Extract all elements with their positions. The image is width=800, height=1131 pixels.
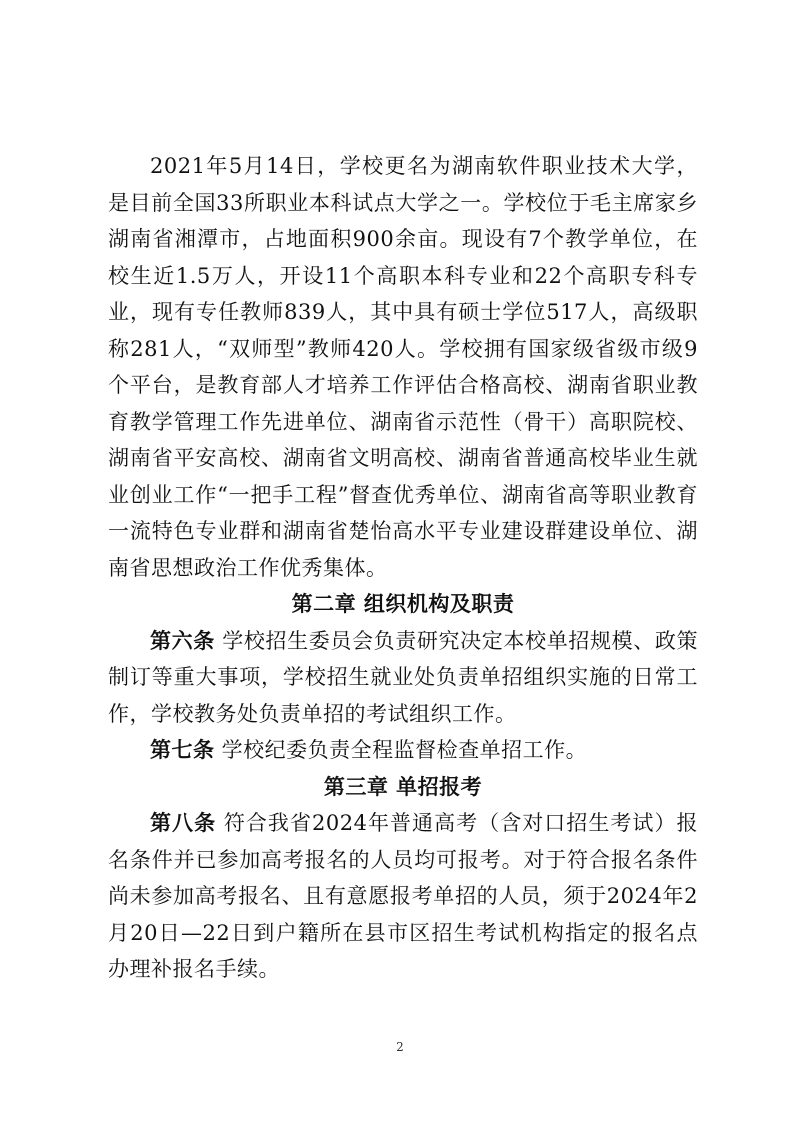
page-number: 2 <box>396 1040 404 1054</box>
article-8-paragraph <box>108 805 698 988</box>
chapter-2-heading: 第二章 组织机构及职责 <box>291 592 515 616</box>
article-7-paragraph <box>108 732 698 769</box>
article-6-label: 第六条 <box>150 628 215 653</box>
article-8-text: 符合我省2024年普通高考（含对口招生考试）报名条件并已参加高考报名的人员均可报考。对于符合报名条件尚未参加高考报名、且有意愿报考单招的人员，须于2024年2月20日—22日到户籍所在县市区招生考试机构指定的报名点办理补报名手续。 <box>108 811 699 981</box>
article-6-text: 学校招生委员会负责研究决定本校单招规模、政策制订等重大事项，学校招生就业处负责单招组织实施的日常工作，学校教务处负责单招的考试组织工作。 <box>108 628 698 726</box>
chapter-3-heading: 第三章 单招报考 <box>323 774 483 799</box>
article-7-label: 第七条 <box>150 738 215 762</box>
intro-paragraph: 2021年5月14日，学校更名为湖南软件职业技术大学，是目前全国33所职业本科试点大学之一。学校位于毛主席家乡湖南省湘潭市，占地面积900余亩。现设有7个教学单位，在校生近1.5万人，开设11个高职本科专业和22个高职专科专业，现有专任教师839人，其中具有硕士学位517人，高级职称281人，“双师型”教师420人。学校拥有国家级省级市级9个平台，是教育部人才培养工作评估合格高校、湖南省职业教育教学管理工作先进单位、湖南省示范性（骨干）高职院校、湖南省平安高校、湖南省文明高校、湖南省普通高校毕业生就业创业工作“一把手工程”督查优秀单位、湖南省高等职业教育一流特色专业群和湖南省楚怡高水平专业建设群建设单位、湖南省思想政治工作优秀集体。 <box>108 154 698 580</box>
document-body <box>108 148 698 988</box>
article-7-text: 学校纪委负责全程监督检查单招工作。 <box>214 738 588 762</box>
article-8-label: 第八条 <box>150 811 217 835</box>
article-6-paragraph <box>108 623 698 733</box>
